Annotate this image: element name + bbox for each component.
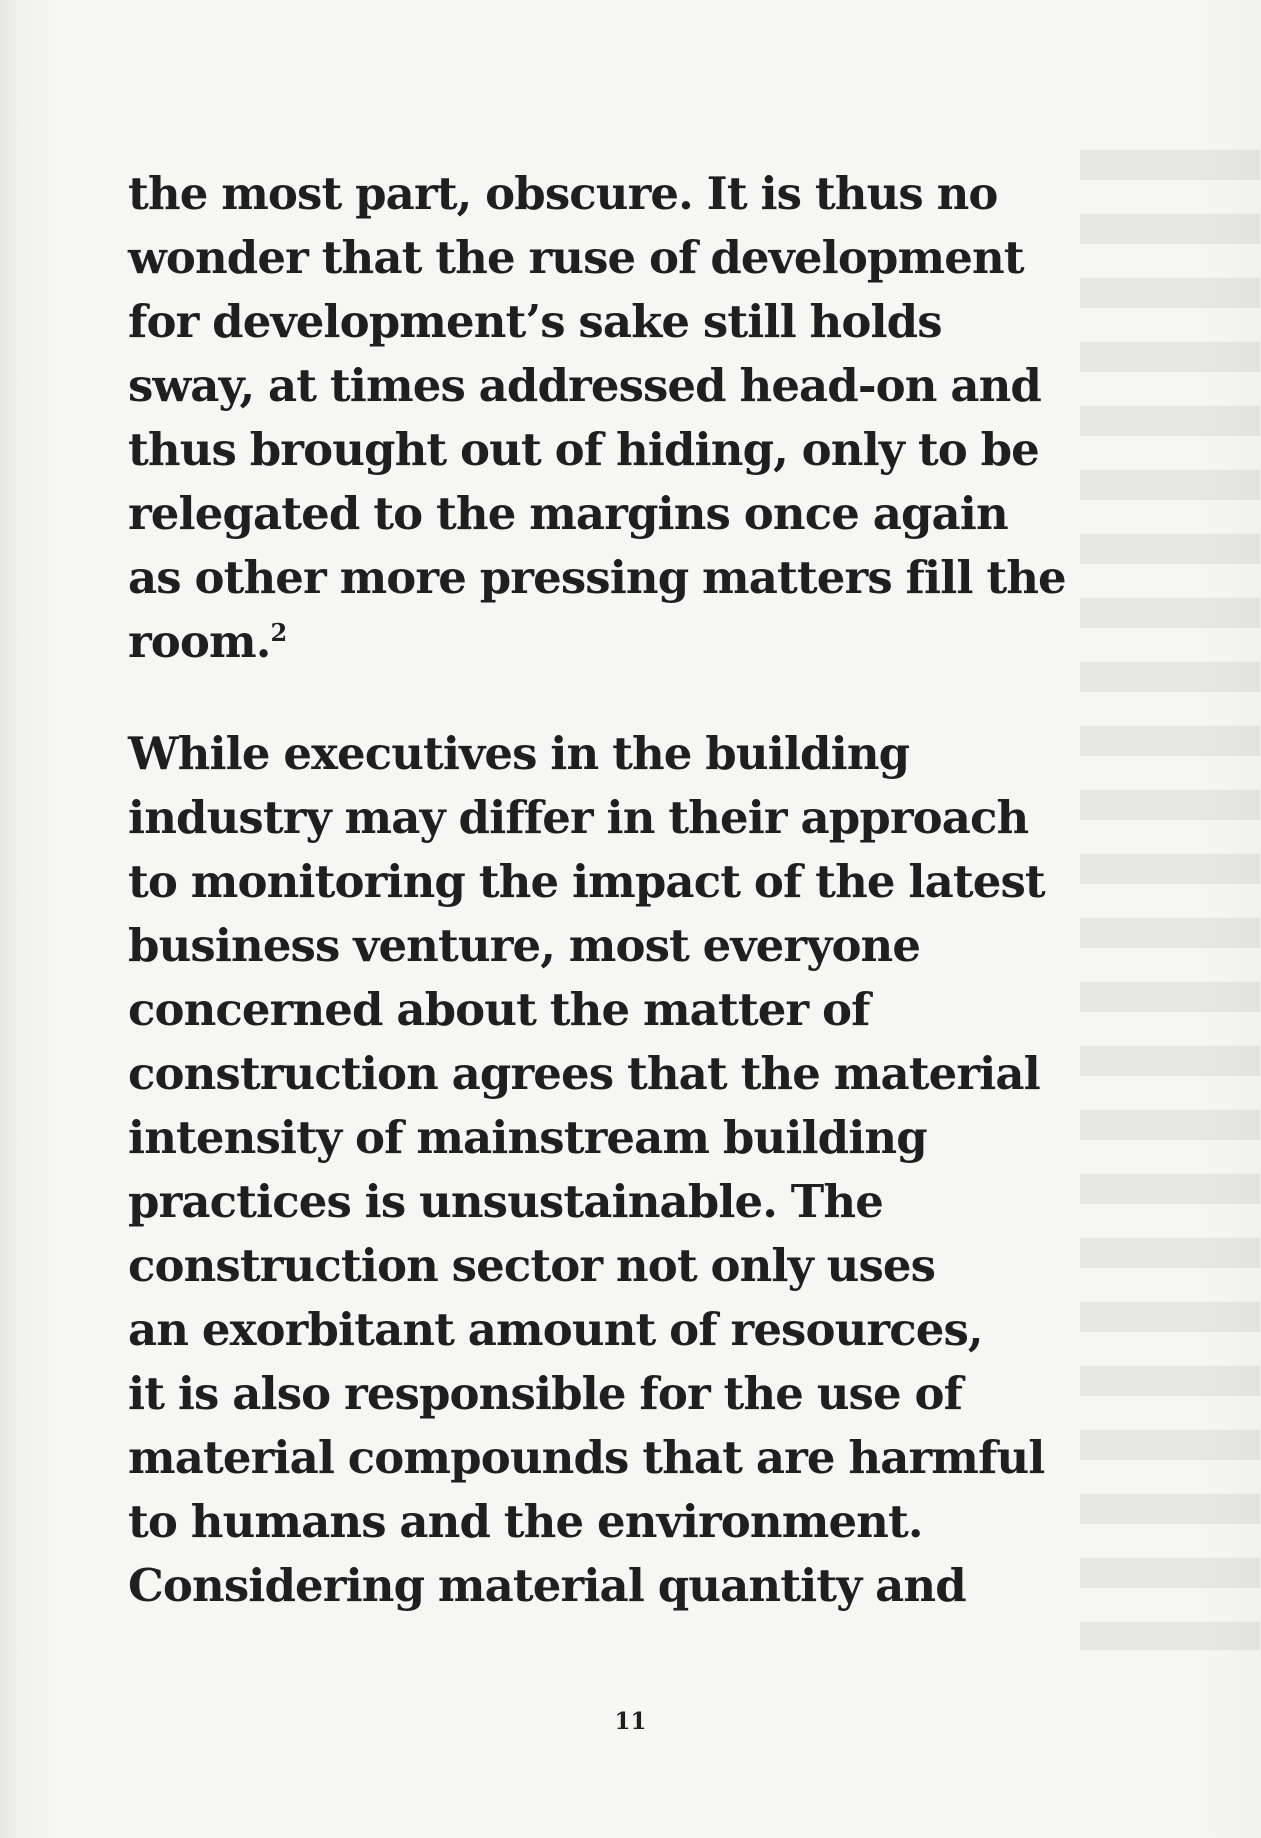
text-line: industry may differ in their approach xyxy=(128,791,1029,844)
text-line: as other more pressing matters fill the xyxy=(128,551,1066,604)
text-line: material compounds that are harmful xyxy=(128,1431,1045,1484)
text-line: relegated to the margins once again xyxy=(128,487,1008,540)
paragraph-2 xyxy=(128,722,1128,1618)
text-line: an exorbitant amount of resources, xyxy=(128,1303,983,1356)
text-line: construction sector not only uses xyxy=(128,1239,936,1292)
paragraph-1 xyxy=(128,162,1128,674)
text-line: While executives in the building xyxy=(128,727,910,780)
text-line: the most part, obscure. It is thus no xyxy=(128,167,998,220)
page-number: 11 xyxy=(614,1708,647,1735)
text-line: wonder that the ruse of development xyxy=(128,231,1024,284)
text-line: to humans and the environment. xyxy=(128,1495,923,1548)
text-line-content: room. xyxy=(128,615,271,668)
text-line: to monitoring the impact of the latest xyxy=(128,855,1045,908)
body-text xyxy=(128,162,1128,1618)
text-line xyxy=(128,610,1128,674)
text-line: construction agrees that the material xyxy=(128,1047,1040,1100)
paragraph-spacer xyxy=(128,674,1128,722)
text-line: it is also responsible for the use of xyxy=(128,1367,963,1420)
footnote-marker: 2 xyxy=(270,618,287,647)
text-line: thus brought out of hiding, only to be xyxy=(128,423,1039,476)
text-line: practices is unsustainable. The xyxy=(128,1175,883,1228)
text-line: Considering material quantity and xyxy=(128,1559,966,1612)
text-line: business venture, most everyone xyxy=(128,919,921,972)
text-line: intensity of mainstream building xyxy=(128,1111,927,1164)
text-line: for development’s sake still holds xyxy=(128,295,942,348)
text-line: concerned about the matter of xyxy=(128,983,870,1036)
text-line: sway, at times addressed head-on and xyxy=(128,359,1041,412)
